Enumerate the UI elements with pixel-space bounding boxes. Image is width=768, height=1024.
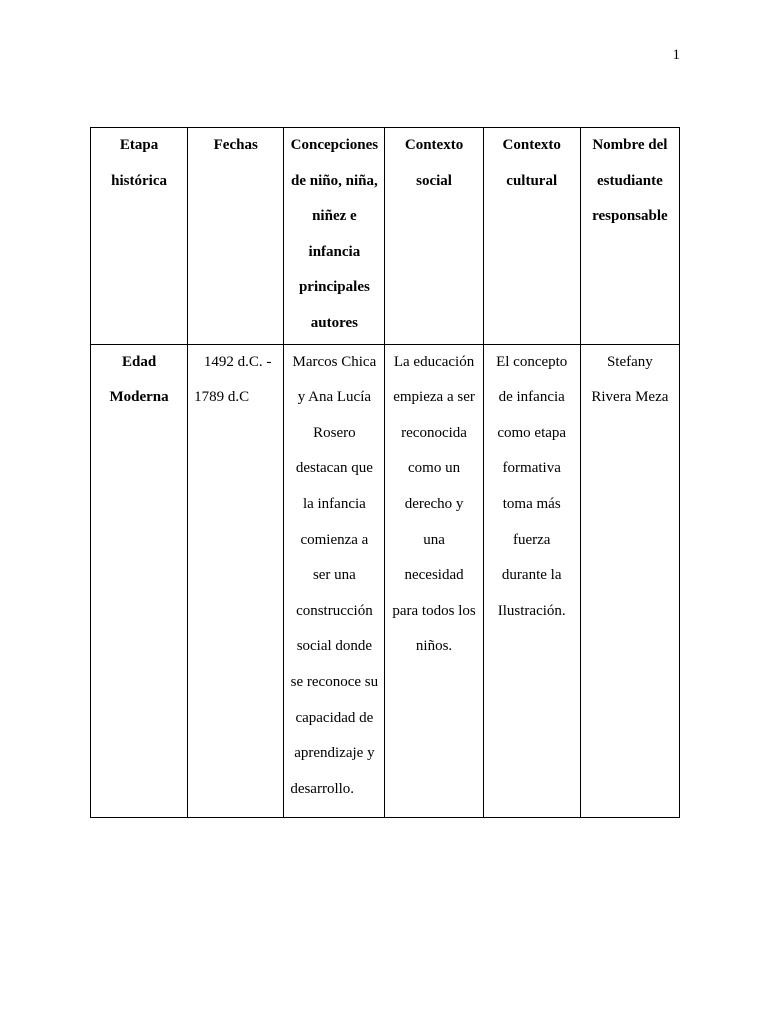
- cell-estudiante: Stefany Rivera Meza: [580, 344, 679, 818]
- header-contexto-cultural: Contexto cultural: [483, 128, 580, 345]
- header-fechas: Fechas: [188, 128, 284, 345]
- cell-contexto-cultural: El concepto de infancia como etapa formativa toma más fuerza durante la Ilustración.: [483, 344, 580, 818]
- table-header-row: [91, 128, 680, 345]
- cell-etapa: Edad Moderna: [91, 344, 188, 818]
- header-contexto-social: Contexto social: [385, 128, 483, 345]
- table-row: [91, 344, 680, 818]
- cell-fechas: 1492 d.C. - 1789 d.C: [188, 344, 284, 818]
- etapas-table: [90, 127, 680, 818]
- cell-concepciones: Marcos Chica y Ana Lucía Rosero destacan que la infancia comienza a ser una construcción social donde se reconoce su capacidad de aprendizaje y desarrollo.: [284, 344, 385, 818]
- header-etapa-historica: Etapa histórica: [91, 128, 188, 345]
- header-concepciones: Concepciones de niño, niña, niñez e infancia principales autores: [284, 128, 385, 345]
- header-nombre-estudiante: Nombre del estudiante responsable: [580, 128, 679, 345]
- page-number: 1: [672, 47, 680, 63]
- cell-contexto-social: La educación empieza a ser reconocida como un derecho y una necesidad para todos los niños.: [385, 344, 483, 818]
